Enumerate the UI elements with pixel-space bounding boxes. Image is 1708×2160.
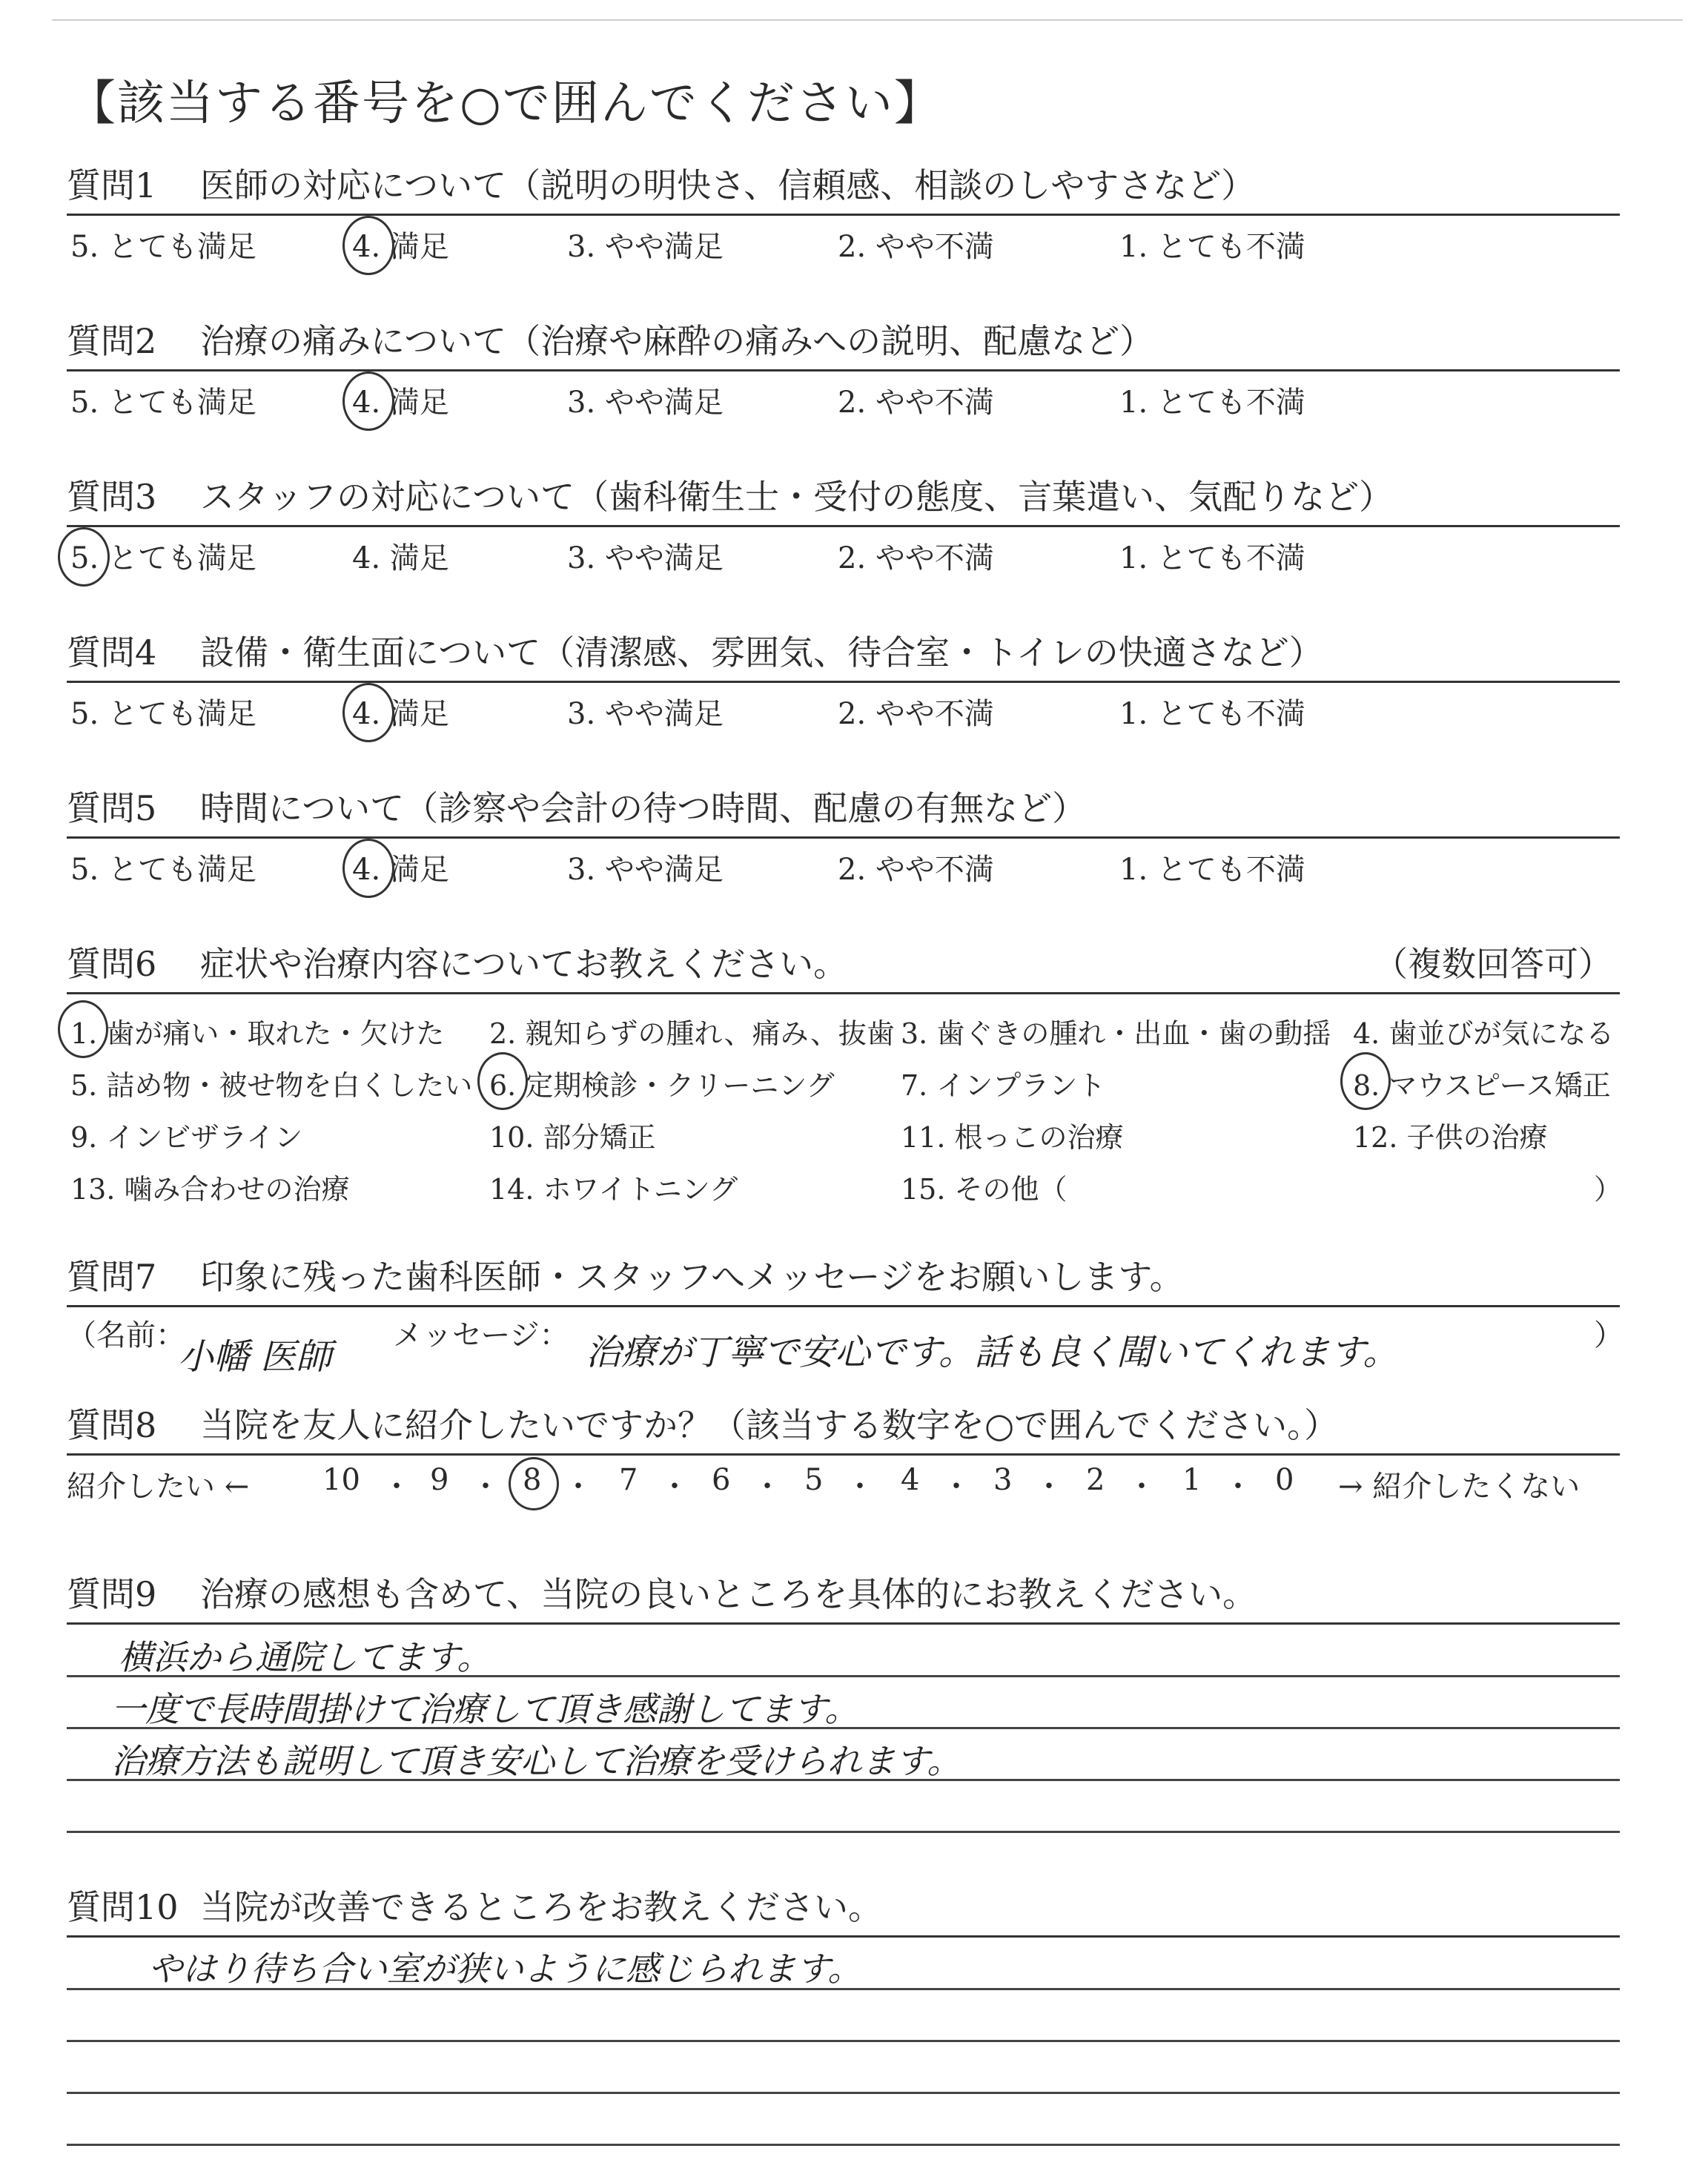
option-1[interactable]: 1. とても不満 bbox=[1119, 541, 1305, 575]
symptom-option-7[interactable]: 7. インプラント bbox=[901, 1069, 1106, 1102]
symptom-option-6[interactable]: 6. 定期検診・クリーニング bbox=[489, 1069, 835, 1102]
symptom-option-3[interactable]: 3. 歯ぐきの腫れ・出血・歯の動揺 bbox=[901, 1017, 1331, 1050]
selection-circle bbox=[342, 683, 394, 742]
option-2[interactable]: 2. やや不満 bbox=[838, 541, 994, 575]
option-5[interactable]: 5. とても満足 bbox=[70, 853, 256, 887]
question-number: 質問10 bbox=[67, 1887, 179, 1927]
recommend-scale bbox=[67, 1456, 1620, 1507]
question-text: 当院が改善できるところをお教えください。 bbox=[200, 1887, 882, 1927]
question-8 bbox=[67, 1401, 1620, 1507]
answer-text-1[interactable]: 横浜から通院してます。 bbox=[119, 1637, 491, 1677]
scale-6[interactable]: 6 bbox=[712, 1463, 731, 1497]
message-close-paren: ） bbox=[1594, 1318, 1623, 1353]
option-3[interactable]: 3. やや満足 bbox=[567, 230, 724, 264]
symptom-option-8[interactable]: 8. マウスピース矯正 bbox=[1353, 1069, 1611, 1102]
selection-circle bbox=[58, 1000, 108, 1058]
answer-area bbox=[67, 1938, 1620, 2153]
symptom-option-9[interactable]: 9. インビザライン bbox=[70, 1121, 303, 1154]
question-5 bbox=[67, 785, 1620, 891]
multiple-answer-note: （複数回答可） bbox=[1374, 944, 1612, 984]
rating-options bbox=[67, 527, 1620, 579]
scale-dot: ・ bbox=[471, 1470, 500, 1504]
page-top-border bbox=[52, 19, 1683, 21]
scale-dot: ・ bbox=[1127, 1470, 1156, 1504]
selection-circle bbox=[342, 371, 394, 431]
rating-options bbox=[67, 683, 1620, 735]
question-text: 時間について（診察や会計の待つ時間、配慮の有無など） bbox=[200, 788, 1087, 828]
option-1[interactable]: 1. とても不満 bbox=[1119, 230, 1305, 264]
other-close-paren: ） bbox=[1594, 1173, 1623, 1206]
symptom-option-14[interactable]: 14. ホワイトニング bbox=[489, 1173, 738, 1206]
selection-circle bbox=[58, 527, 110, 587]
option-3[interactable]: 3. やや満足 bbox=[567, 853, 724, 887]
option-5[interactable]: 5. とても満足 bbox=[70, 697, 256, 731]
option-2[interactable]: 2. やや不満 bbox=[838, 230, 994, 264]
message-label: メッセージ： bbox=[393, 1318, 569, 1353]
option-2[interactable]: 2. やや不満 bbox=[838, 386, 994, 420]
question-number: 質問8 bbox=[67, 1405, 157, 1445]
question-text: 症状や治療内容についてお教えください。 bbox=[200, 944, 848, 984]
scale-dot: ・ bbox=[563, 1470, 593, 1504]
selection-circle bbox=[342, 216, 394, 275]
answer-line bbox=[67, 2092, 1620, 2094]
option-2[interactable]: 2. やや不満 bbox=[838, 853, 994, 887]
option-3[interactable]: 3. やや満足 bbox=[567, 541, 724, 575]
scale-2[interactable]: 2 bbox=[1086, 1463, 1105, 1497]
question-text: スタッフの対応について（歯科衛生士・受付の態度、言葉遣い、気配りなど） bbox=[200, 477, 1394, 517]
scale-dot: ・ bbox=[1034, 1470, 1064, 1504]
symptom-option-15[interactable]: 15. その他（ bbox=[901, 1173, 1068, 1206]
question-10 bbox=[67, 1883, 1620, 2153]
option-1[interactable]: 1. とても不満 bbox=[1119, 386, 1305, 420]
message-value[interactable]: 治療が丁寧で安心です。話も良く聞いてくれます。 bbox=[586, 1332, 1399, 1373]
scale-dot: ・ bbox=[660, 1470, 689, 1504]
question-number: 質問3 bbox=[67, 477, 157, 517]
question-9 bbox=[67, 1571, 1620, 1847]
scale-7[interactable]: 7 bbox=[619, 1463, 638, 1497]
question-4 bbox=[67, 629, 1620, 735]
scale-9[interactable]: 9 bbox=[430, 1463, 449, 1497]
rating-options bbox=[67, 371, 1620, 423]
form-heading: 【該当する番号を○で囲んでください】 bbox=[68, 76, 943, 131]
question-number: 質問7 bbox=[67, 1257, 157, 1297]
option-4[interactable]: 4. 満足 bbox=[352, 541, 449, 575]
scale-dot: ・ bbox=[752, 1470, 782, 1504]
question-text: 医師の対応について（説明の明快さ、信頼感、相談のしやすさなど） bbox=[200, 165, 1256, 205]
option-5[interactable]: 5. とても満足 bbox=[70, 541, 256, 575]
symptom-option-12[interactable]: 12. 子供の治療 bbox=[1353, 1121, 1548, 1154]
symptom-option-1[interactable]: 1. 歯が痛い・取れた・欠けた bbox=[70, 1017, 445, 1050]
scale-left-label: 紹介したい ← bbox=[67, 1470, 250, 1504]
scale-dot: ・ bbox=[941, 1470, 971, 1504]
scale-8[interactable]: 8 bbox=[523, 1463, 542, 1497]
option-4[interactable]: 4. 満足 bbox=[352, 386, 449, 420]
scale-5[interactable]: 5 bbox=[804, 1463, 824, 1497]
option-3[interactable]: 3. やや満足 bbox=[567, 697, 724, 731]
selection-circle bbox=[477, 1052, 528, 1110]
question-number: 質問5 bbox=[67, 788, 157, 828]
option-5[interactable]: 5. とても満足 bbox=[70, 386, 256, 420]
question-2 bbox=[67, 317, 1620, 423]
answer-area bbox=[67, 1625, 1620, 1847]
symptom-option-5[interactable]: 5. 詰め物・被せ物を白くしたい bbox=[70, 1069, 473, 1102]
scale-1[interactable]: 1 bbox=[1182, 1463, 1202, 1497]
question-number: 質問2 bbox=[67, 321, 157, 361]
option-4[interactable]: 4. 満足 bbox=[352, 230, 449, 264]
symptom-options bbox=[67, 994, 1623, 1209]
answer-line bbox=[67, 2040, 1620, 2042]
question-6 bbox=[67, 940, 1623, 1209]
option-4[interactable]: 4. 満足 bbox=[352, 697, 449, 731]
option-2[interactable]: 2. やや不満 bbox=[838, 697, 994, 731]
option-5[interactable]: 5. とても満足 bbox=[70, 230, 256, 264]
question-number: 質問1 bbox=[67, 165, 157, 205]
symptom-option-13[interactable]: 13. 噛み合わせの治療 bbox=[70, 1173, 350, 1206]
scale-10[interactable]: 10 bbox=[322, 1463, 360, 1497]
scale-dot: ・ bbox=[382, 1470, 411, 1504]
scale-right-label: → 紹介したくない bbox=[1338, 1470, 1580, 1504]
question-number: 質問4 bbox=[67, 633, 157, 673]
question-3 bbox=[67, 473, 1620, 579]
symptom-option-10[interactable]: 10. 部分矯正 bbox=[489, 1121, 656, 1154]
selection-circle bbox=[342, 839, 394, 898]
option-4[interactable]: 4. 満足 bbox=[352, 853, 449, 887]
scale-dot: ・ bbox=[1223, 1470, 1253, 1504]
option-3[interactable]: 3. やや満足 bbox=[567, 386, 724, 420]
answer-text-2[interactable]: 一度で長時間掛けて治療して頂き感謝してます。 bbox=[111, 1689, 859, 1729]
scale-4[interactable]: 4 bbox=[901, 1463, 920, 1497]
selection-circle bbox=[509, 1457, 559, 1510]
question-number: 質問9 bbox=[67, 1574, 157, 1614]
answer-line bbox=[67, 2144, 1620, 2146]
answer-text-3[interactable]: 治療方法も説明して頂き安心して治療を受けられます。 bbox=[111, 1741, 961, 1781]
answer-text-1[interactable]: やはり待ち合い室が狭いように感じられます。 bbox=[148, 1949, 862, 1989]
scale-dot: ・ bbox=[845, 1470, 875, 1504]
rating-options bbox=[67, 216, 1620, 268]
question-text: 設備・衛生面について（清潔感、雰囲気、待合室・トイレの快適さなど） bbox=[200, 633, 1323, 673]
option-1[interactable]: 1. とても不満 bbox=[1119, 853, 1305, 887]
option-1[interactable]: 1. とても不満 bbox=[1119, 697, 1305, 731]
symptom-option-11[interactable]: 11. 根っこの治療 bbox=[901, 1121, 1124, 1154]
name-value[interactable]: 小幡 医師 bbox=[178, 1336, 332, 1378]
question-text: 印象に残った歯科医師・スタッフへメッセージをお願いします。 bbox=[200, 1257, 1184, 1297]
rating-options bbox=[67, 839, 1620, 891]
answer-line bbox=[67, 1831, 1620, 1833]
question-7 bbox=[67, 1253, 1623, 1381]
symptom-option-4[interactable]: 4. 歯並びが気になる bbox=[1353, 1017, 1615, 1050]
question-1 bbox=[67, 162, 1620, 268]
question-text: 治療の痛みについて（治療や麻酔の痛みへの説明、配慮など） bbox=[200, 321, 1154, 361]
question-number: 質問6 bbox=[67, 944, 157, 984]
question-text: 当院を友人に紹介したいですか？（該当する数字を○で囲んでください。） bbox=[200, 1405, 1339, 1445]
question-text: 治療の感想も含めて、当院の良いところを具体的にお教えください。 bbox=[200, 1574, 1257, 1614]
symptom-option-2[interactable]: 2. 親知らずの腫れ、痛み、抜歯 bbox=[489, 1017, 895, 1050]
scale-0[interactable]: 0 bbox=[1275, 1463, 1294, 1497]
name-label: （名前： bbox=[67, 1318, 185, 1353]
message-row bbox=[67, 1307, 1623, 1381]
selection-circle bbox=[1340, 1052, 1391, 1110]
scale-3[interactable]: 3 bbox=[993, 1463, 1013, 1497]
